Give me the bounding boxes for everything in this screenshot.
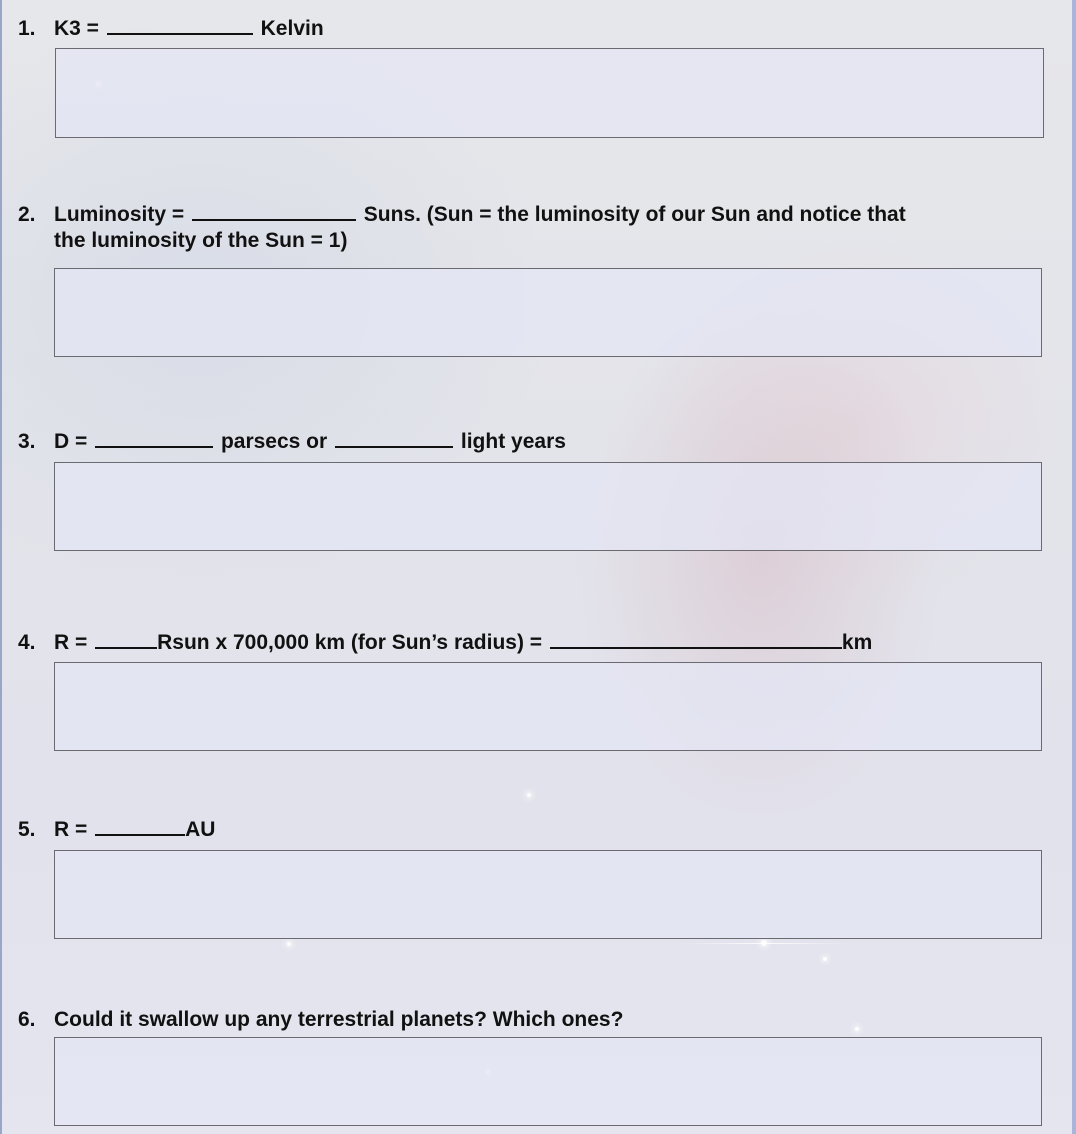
question-number: 1. [18, 17, 36, 40]
answer-box-5[interactable] [54, 850, 1042, 939]
question-text: D = [54, 430, 88, 453]
question-text: Kelvin [260, 17, 324, 40]
answer-blank [95, 816, 185, 836]
question-number: 6. [18, 1008, 36, 1031]
question-text: light years [460, 430, 566, 453]
answer-blank [192, 201, 356, 221]
question-text: parsecs or [220, 430, 328, 453]
question-text: km [841, 631, 873, 654]
question-6 [18, 1006, 623, 1034]
question-1 [18, 15, 324, 43]
answer-box-2[interactable] [54, 268, 1042, 357]
page-right-edge [1072, 0, 1076, 1134]
page-left-edge [0, 0, 2, 1134]
answer-blank [95, 428, 213, 448]
answer-blank [335, 428, 453, 448]
question-text: R = [54, 818, 88, 841]
background-star [287, 942, 291, 946]
background-star-flare [680, 943, 850, 944]
question-number: 3. [18, 430, 36, 453]
answer-box-6[interactable] [54, 1037, 1042, 1126]
answer-blank [550, 629, 842, 649]
question-text: Suns. (Sun = the luminosity of our Sun and notice that [363, 203, 906, 226]
background-star [823, 957, 827, 961]
question-5 [18, 816, 215, 844]
background-star [527, 793, 531, 797]
answer-blank [95, 629, 157, 649]
question-3 [18, 428, 566, 456]
question-text: R = [54, 631, 88, 654]
question-text: Could it swallow up any terrestrial planets? Which ones? [54, 1008, 624, 1031]
question-number: 2. [18, 203, 36, 226]
background-star [855, 1027, 859, 1031]
question-2 [18, 201, 906, 255]
question-number: 4. [18, 631, 36, 654]
question-text-continued: the luminosity of the Sun = 1) [54, 229, 348, 252]
question-4 [18, 629, 872, 657]
question-number: 5. [18, 818, 36, 841]
answer-box-4[interactable] [54, 662, 1042, 751]
answer-blank [107, 15, 253, 35]
answer-box-1[interactable] [55, 48, 1044, 138]
question-text: Rsun x 700,000 km (for Sun’s radius) = [157, 631, 543, 654]
question-text: K3 = [54, 17, 99, 40]
answer-box-3[interactable] [54, 462, 1042, 551]
question-text: Luminosity = [54, 203, 185, 226]
question-text: AU [185, 818, 216, 841]
